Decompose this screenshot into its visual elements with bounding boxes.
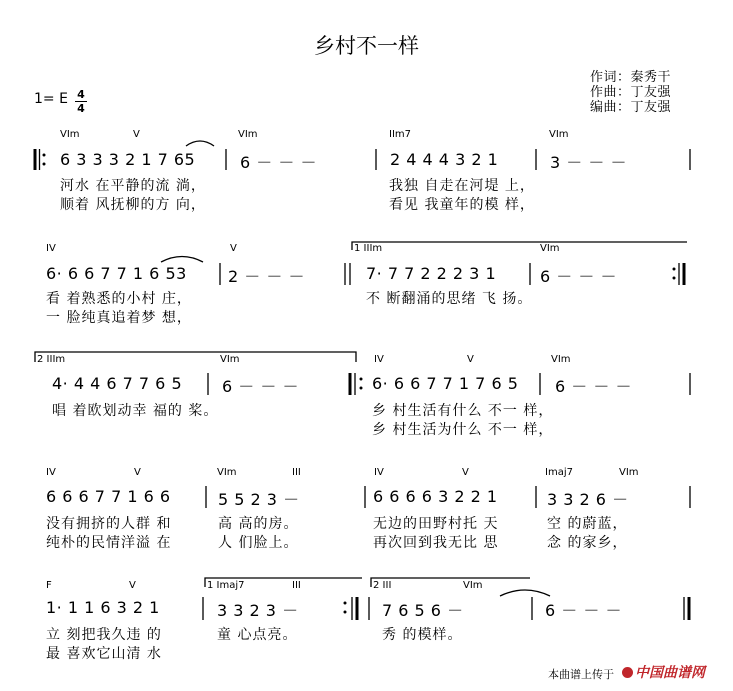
lyric-line: 顺着 风抚柳的方 向， [60,197,206,213]
lyric-line: 高 高的房。 [218,516,299,532]
chord: 1 Imaj7 [207,580,245,591]
lyric-line: 念 的家乡， [547,535,628,551]
chord: VIm [60,129,80,140]
lyric-line: 不 断翻涌的思绪 飞 扬。 [366,291,533,307]
footer-text: 本曲谱上传于 [548,668,614,681]
measure-notes: 3 － － － [550,153,627,172]
lyric-line: 童 心点亮。 [217,627,298,643]
chord: VIm [551,354,571,365]
measure-notes: 2 － － － [228,267,305,286]
chord: IV [46,243,56,254]
measure-notes: 6 3 3 3 2 1 7 65 [60,150,196,169]
chord: III [292,580,301,591]
chord: V [462,467,469,478]
chord: VIm [619,467,639,478]
lyric-line: 人 们脸上。 [218,535,299,551]
lyric-line: 乡 村生活有什么 不一 样， [372,403,554,419]
lyric-line: 立 刻把我久违 的 [46,627,162,643]
measure-notes: 6 6 6 6 3 2 2 1 [373,487,498,506]
lyric-line: 最 喜欢它山清 水 [46,646,162,662]
measure-notes: 6· 6 6 7 7 1 6 53 [46,264,187,283]
measure-notes: 6 6 6 7 7 1 6 6 [46,487,171,506]
lyric-line: 空 的蔚蓝， [547,516,628,532]
measure-notes: 1· 1 1 6 3 2 1 [46,598,160,617]
chord: VIm [549,129,569,140]
chord: 2 III [373,580,392,591]
time-signature-top: 4 [77,88,85,101]
lyric-line: 秀 的模样。 [382,627,463,643]
measure-notes: 5 5 2 3 － [218,490,300,509]
measure-notes: 7· 7 7 2 2 2 3 1 [366,264,497,283]
composer-credit: 作曲：丁友强 [590,85,672,100]
measure-notes: 6 － － － [540,267,617,286]
lyric-line: 纯朴的民情洋溢 在 [46,535,172,551]
measure-notes: 4· 4 4 6 7 7 6 5 [52,374,183,393]
chord: 2 IIIm [37,354,66,365]
chord: VIm [220,354,240,365]
chord: III [292,467,301,478]
chord: IV [374,467,384,478]
arranger-credit: 编曲：丁友强 [590,100,672,115]
lyricist-credit: 作词：秦秀干 [590,70,672,85]
chord: 1 IIIm [354,243,383,254]
chord: V [467,354,474,365]
measure-notes: 6 － － － [555,377,632,396]
measure-notes: 3 3 2 6 － [547,490,629,509]
measure-notes: 2 4 4 4 3 2 1 [390,150,499,169]
lyric-line: 河水 在平静的流 淌， [60,178,206,194]
measure-notes: 6 － － － [545,601,622,620]
chord: V [134,467,141,478]
logo-icon [622,667,633,678]
measure-notes: 7 6 5 6 － [382,601,464,620]
measure-notes: 6 － － － [240,153,317,172]
lyric-line: 乡 村生活为什么 不一 样， [372,422,554,438]
lyric-line: 我独 自走在河堤 上， [389,178,535,194]
logo-text: 中国曲谱网 [635,665,705,681]
chord: Imaj7 [545,467,573,478]
chord: V [129,580,136,591]
lyric-line: 看 着熟悉的小村 庄， [46,291,192,307]
measure-notes: 6· 6 6 7 7 1 7 6 5 [372,374,519,393]
lyric-line: 无边的田野村托 天 [373,516,499,532]
lyric-line: 一 脸纯真追着梦 想， [46,310,192,326]
measure-notes: 6 － － － [222,377,299,396]
chord: VIm [217,467,237,478]
measure-notes: 3 3 2 3 － [217,601,299,620]
lyric-line: 没有拥挤的人群 和 [46,516,172,532]
lyric-line: 唱 着欧划动幸 福的 桨。 [52,403,219,419]
chord: V [230,243,237,254]
chord: V [133,129,140,140]
lyric-line: 再次回到我无比 思 [373,535,499,551]
chord: F [46,580,52,591]
chord: VIm [463,580,483,591]
song-title: 乡村不一样 [314,34,419,58]
lyric-line: 看见 我童年的模 样， [389,197,535,213]
key-signature: 1= E [34,91,68,107]
chord: IV [46,467,56,478]
chord: IIm7 [389,129,412,140]
chord: VIm [238,129,258,140]
chord: VIm [540,243,560,254]
site-logo[interactable] [622,662,705,682]
chord: IV [374,354,384,365]
time-signature-bottom: 4 [77,102,85,115]
